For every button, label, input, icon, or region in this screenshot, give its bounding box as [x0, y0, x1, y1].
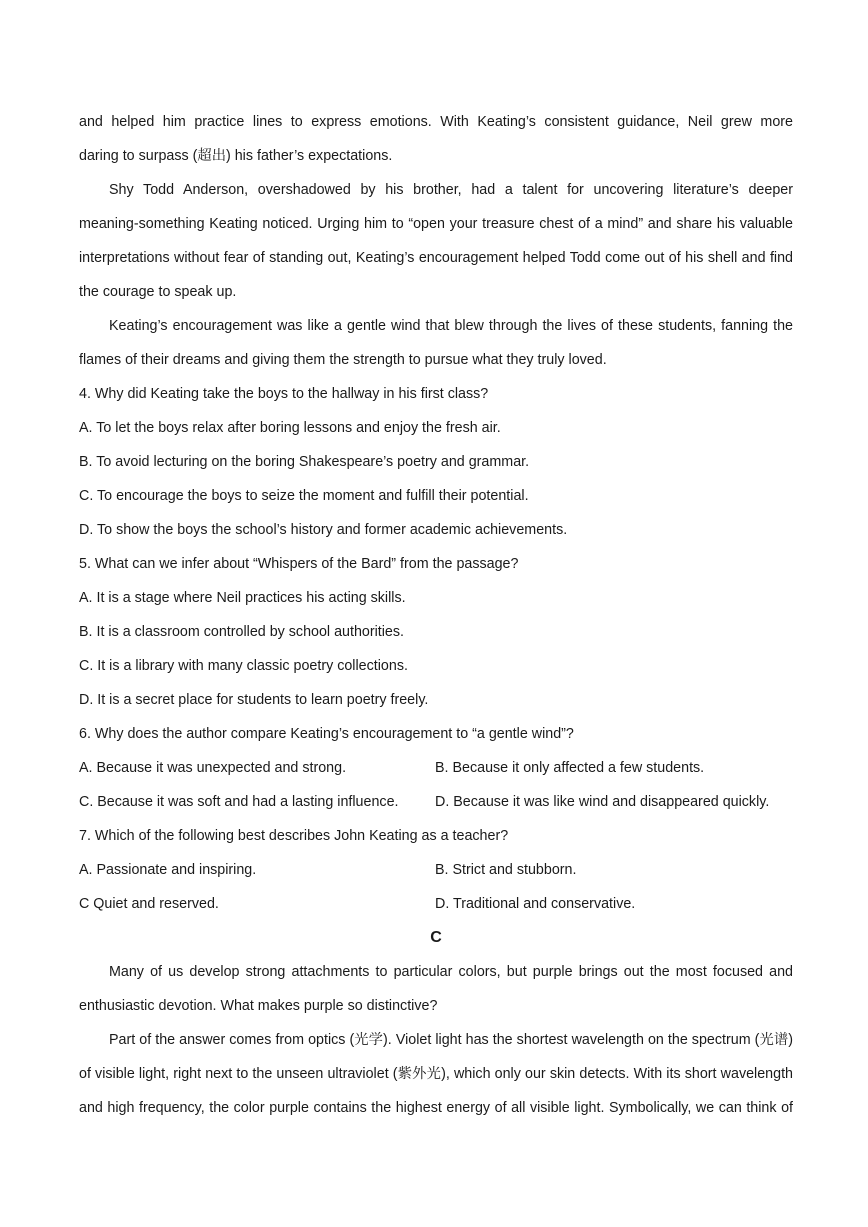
- answer-option: C. To encourage the boys to seize the moment and fulfill their potential.: [79, 488, 529, 504]
- option-row: [79, 785, 793, 819]
- document-page: [79, 105, 793, 1125]
- answer-option: B. It is a classroom controlled by school authorities.: [79, 624, 405, 640]
- question-stem: 5. What can we infer about “Whispers of the Bard” from the passage?: [79, 556, 519, 572]
- text-line: Part of the answer comes from optics (光学). Violet light has the shortest wavelength on the spectrum (光谱): [109, 1032, 793, 1048]
- text-line: interpretations without fear of standing out, Keating’s encouragement helped Todd come out of his shell and find: [79, 250, 793, 266]
- text-line: daring to surpass (超出) his father’s expectations.: [79, 148, 393, 164]
- paragraph-neil: [79, 105, 793, 173]
- question-stem: 7. Which of the following best describes John Keating as a teacher?: [79, 828, 509, 844]
- question-5: [79, 547, 793, 717]
- paragraph-purple-intro: [79, 955, 793, 1023]
- text-line: Many of us develop strong attachments to particular colors, but purple brings out the most focused and: [109, 964, 793, 980]
- paragraph-optics: [79, 1023, 793, 1125]
- answer-option: B. Strict and stubborn.: [435, 862, 577, 878]
- answer-option: B. Because it only affected a few students.: [435, 760, 705, 776]
- text-line: meaning-something Keating noticed. Urging him to “open your treasure chest of a mind” and share his valuable: [79, 216, 793, 232]
- option-row: [79, 751, 793, 785]
- question-7: [79, 819, 793, 921]
- text-line: the courage to speak up.: [79, 284, 237, 300]
- answer-option: A. Because it was unexpected and strong.: [79, 760, 347, 776]
- paragraph-todd: [79, 173, 793, 309]
- answer-option: C. Because it was soft and had a lasting influence.: [79, 794, 399, 810]
- section-heading: C: [430, 929, 442, 946]
- text-line: flames of their dreams and giving them the strength to pursue what they truly loved.: [79, 352, 607, 368]
- answer-option: A. Passionate and inspiring.: [79, 862, 257, 878]
- answer-option: D. Because it was like wind and disappeared quickly.: [435, 794, 770, 810]
- answer-option: A. It is a stage where Neil practices his acting skills.: [79, 590, 406, 606]
- question-stem: 6. Why does the author compare Keating’s encouragement to “a gentle wind”?: [79, 726, 574, 742]
- text-line: enthusiastic devotion. What makes purple so distinctive?: [79, 998, 438, 1014]
- answer-option: D. It is a secret place for students to learn poetry freely.: [79, 692, 429, 708]
- text-line: Keating’s encouragement was like a gentle wind that blew through the lives of these students, fanning the: [109, 318, 793, 334]
- answer-option: A. To let the boys relax after boring lessons and enjoy the fresh air.: [79, 420, 501, 436]
- answer-option: D. Traditional and conservative.: [435, 896, 636, 912]
- answer-option: C. It is a library with many classic poetry collections.: [79, 658, 408, 674]
- option-row: [79, 853, 793, 887]
- question-stem: 4. Why did Keating take the boys to the hallway in his first class?: [79, 386, 489, 402]
- answer-option: B. To avoid lecturing on the boring Shakespeare’s poetry and grammar.: [79, 454, 530, 470]
- text-line: and helped him practice lines to express emotions. With Keating’s consistent guidance, Neil grew more: [79, 114, 793, 130]
- text-line: Shy Todd Anderson, overshadowed by his brother, had a talent for uncovering literature’s deeper: [109, 182, 793, 198]
- option-row: [79, 887, 793, 921]
- question-4: [79, 377, 793, 547]
- paragraph-conclusion: [79, 309, 793, 377]
- text-line: and high frequency, the color purple contains the highest energy of all visible light. Symbolically, we can think of: [79, 1100, 793, 1116]
- answer-option: C Quiet and reserved.: [79, 896, 219, 912]
- text-line: of visible light, right next to the unseen ultraviolet (紫外光), which only our skin detects. With its short wavelength: [79, 1066, 793, 1082]
- question-6: [79, 717, 793, 819]
- answer-option: D. To show the boys the school’s history and former academic achievements.: [79, 522, 568, 538]
